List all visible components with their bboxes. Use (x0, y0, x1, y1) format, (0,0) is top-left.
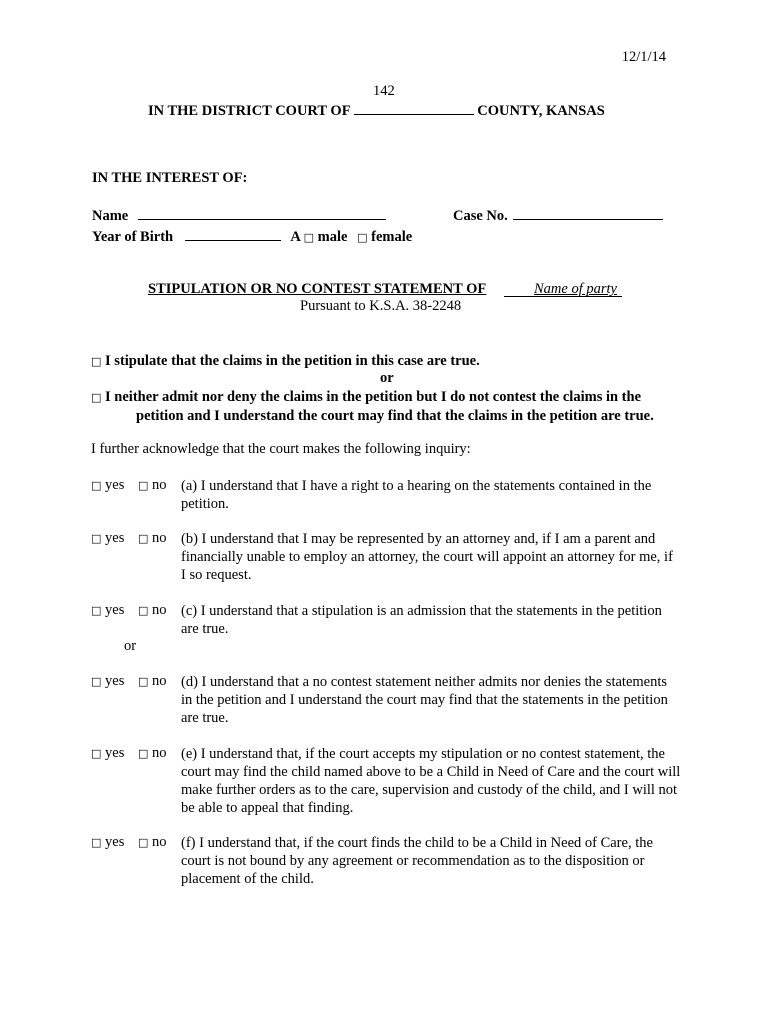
no-checkbox[interactable]: □ (138, 479, 149, 492)
male-checkbox[interactable]: □ (303, 231, 315, 244)
stipulate-checkbox[interactable]: □ (91, 355, 102, 368)
inquiry-text-e: (e) I understand that, if the court accepts my stipulation or no contest statement, the court may find the child named above to be a Child in Need of Care and the court will make further orders as to the care, supervision and custody of the child, and I will not be able to appeal that finding. (181, 746, 681, 816)
case-no-row (453, 207, 663, 225)
no-contest-checkbox[interactable]: □ (91, 391, 102, 404)
no-label: no (152, 530, 167, 546)
name-row (92, 207, 386, 225)
yes-label: yes (105, 745, 125, 761)
no-label: no (152, 834, 167, 850)
inquiry-text-b: (b) I understand that I may be represented by an attorney and, if I am a parent and financially unable to employ an attorney, the court will appoint an attorney for me, if I so request. (181, 531, 673, 583)
year-of-birth-row (92, 228, 412, 246)
yes-checkbox[interactable]: □ (91, 532, 102, 545)
court-prefix: IN THE DISTRICT COURT OF (148, 103, 351, 119)
document-title: STIPULATION OR NO CONTEST STATEMENT OF (148, 281, 487, 297)
no-label: no (152, 673, 167, 689)
inquiry-text-f: (f) I understand that, if the court finds the child to be a Child in Need of Care, the court is not bound by any agreement or recommendation as to the disposition or placement of the child. (181, 835, 653, 887)
year-of-birth-blank[interactable] (185, 228, 281, 241)
yes-label: yes (105, 477, 125, 493)
acknowledgment-text: I further acknowledge that the court makes the following inquiry: (91, 441, 471, 457)
female-label: female (371, 229, 413, 245)
no-checkbox[interactable]: □ (138, 604, 149, 617)
no-label: no (152, 477, 167, 493)
name-blank[interactable] (138, 207, 386, 220)
yes-checkbox[interactable]: □ (91, 675, 102, 688)
yes-label: yes (105, 834, 125, 850)
no-contest-text-line1: I neither admit nor deny the claims in the petition but I do not contest the claims in the (105, 389, 642, 405)
form-number: 142 (373, 83, 395, 99)
yes-label: yes (105, 602, 125, 618)
yes-checkbox[interactable]: □ (91, 479, 102, 492)
inquiry-or: or (124, 638, 137, 654)
case-no-label: Case No. (453, 208, 508, 224)
no-label: no (152, 745, 167, 761)
options-or: or (380, 370, 394, 386)
year-of-birth-label: Year of Birth (92, 229, 174, 245)
party-hint: Name of party (534, 281, 617, 297)
inquiry-text-a: (a) I understand that I have a right to a hearing on the statements contained in the petition. (181, 478, 652, 512)
yes-no-choice (91, 530, 167, 547)
yes-no-choice (91, 673, 167, 690)
yes-no-choice (91, 477, 167, 494)
a-label: A (290, 229, 301, 245)
inquiry-text-c: (c) I understand that a stipulation is an admission that the statements in the petition are true. (181, 603, 662, 637)
yes-checkbox[interactable]: □ (91, 747, 102, 760)
stipulate-option (91, 353, 480, 370)
yes-checkbox[interactable]: □ (91, 604, 102, 617)
form-date: 12/1/14 (621, 49, 666, 65)
male-label: male (317, 229, 348, 245)
case-no-blank[interactable] (513, 207, 663, 220)
county-blank[interactable] (354, 102, 474, 115)
yes-checkbox[interactable]: □ (91, 836, 102, 849)
no-contest-option (91, 388, 691, 425)
yes-no-choice (91, 834, 167, 851)
court-suffix: COUNTY, KANSAS (477, 103, 605, 119)
yes-label: yes (105, 530, 125, 546)
no-checkbox[interactable]: □ (138, 836, 149, 849)
female-checkbox[interactable]: □ (357, 231, 368, 244)
name-label: Name (92, 208, 129, 224)
no-checkbox[interactable]: □ (138, 675, 149, 688)
no-contest-text-line2: petition and I understand the court may find that the claims in the petition are true. (136, 408, 654, 424)
no-checkbox[interactable]: □ (138, 747, 149, 760)
no-checkbox[interactable]: □ (138, 532, 149, 545)
stipulate-text: I stipulate that the claims in the petition in this case are true. (105, 353, 480, 369)
interest-label: IN THE INTEREST OF: (92, 170, 248, 186)
yes-label: yes (105, 673, 125, 689)
court-heading (148, 102, 605, 120)
statute-reference: Pursuant to K.S.A. 38-2248 (300, 298, 462, 314)
inquiry-text-d: (d) I understand that a no contest statement neither admits nor denies the statements in the petition and I understand the court may find that the statements in the petition are true. (181, 674, 668, 726)
yes-no-choice (91, 745, 167, 762)
yes-no-choice (91, 602, 167, 619)
no-label: no (152, 602, 167, 618)
